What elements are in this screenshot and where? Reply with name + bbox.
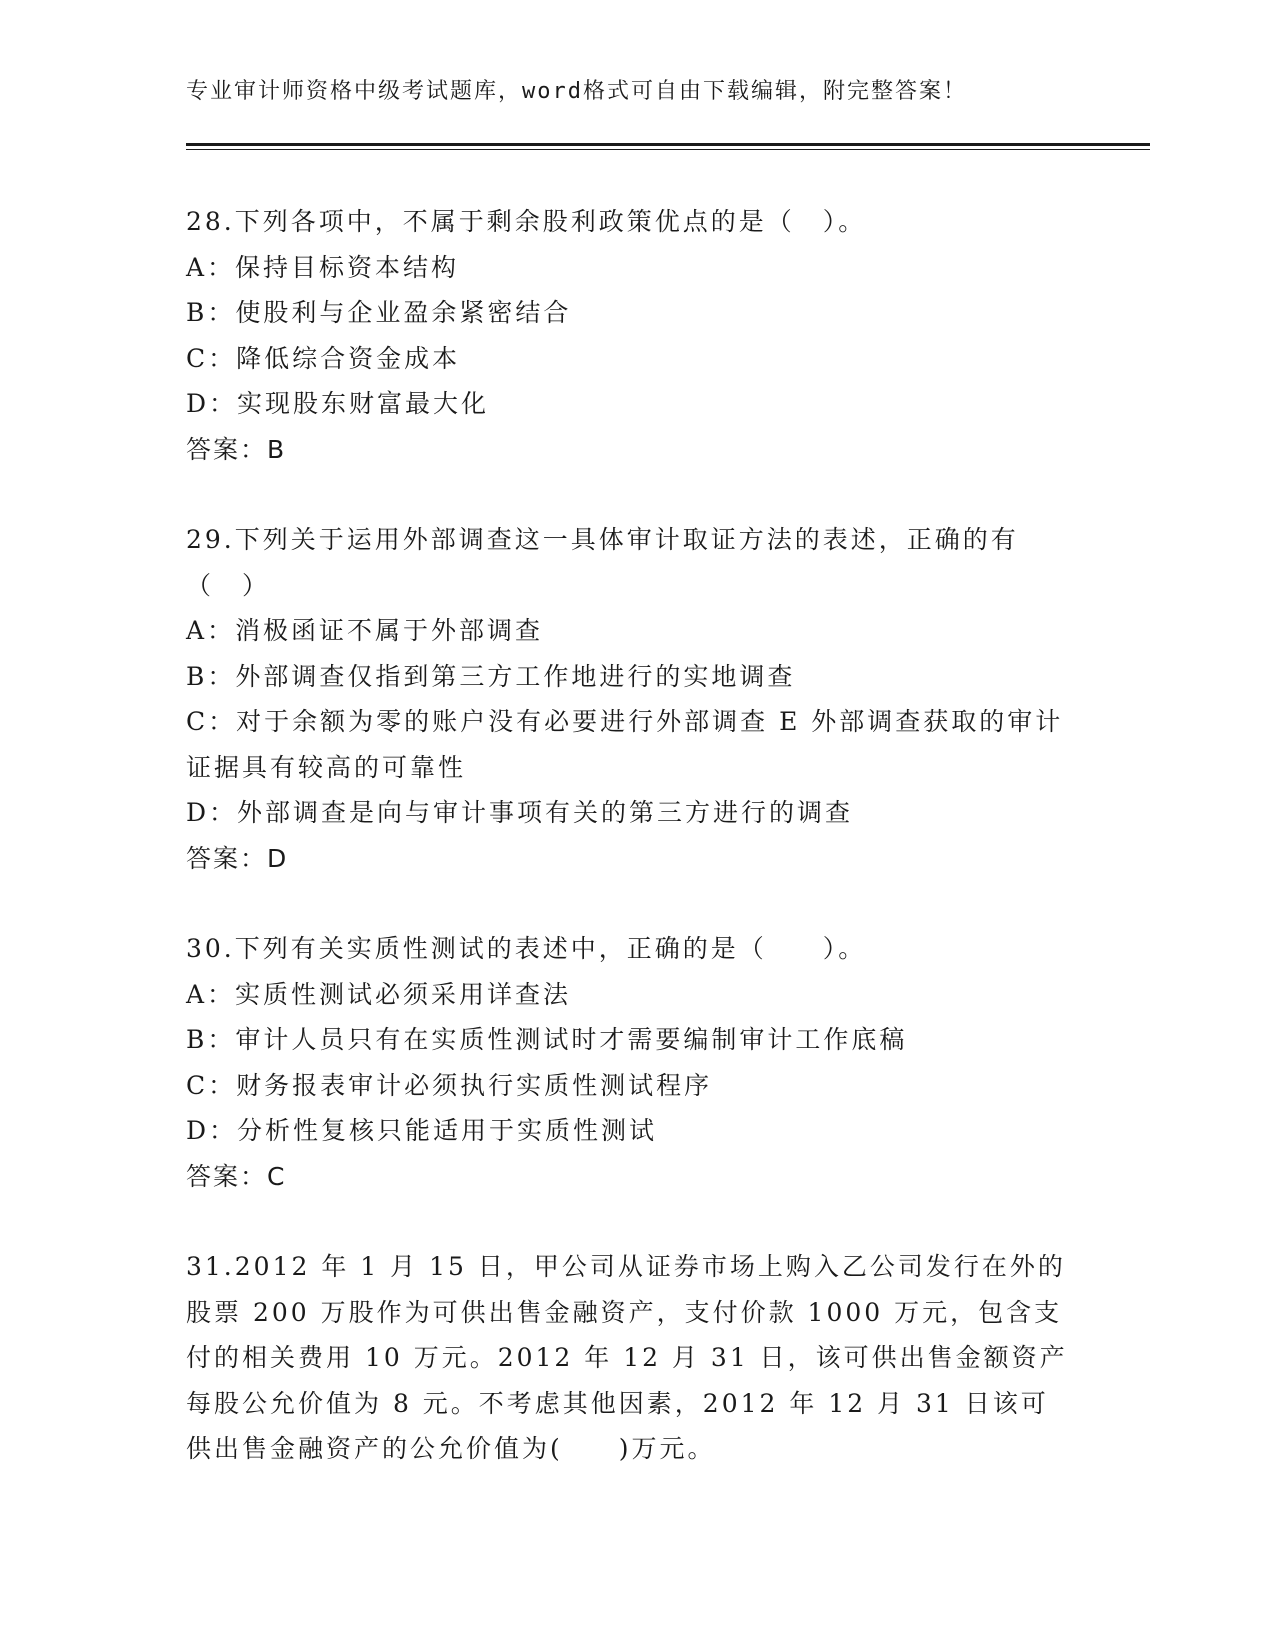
question-29 — [186, 517, 1076, 881]
option-c: C：对于余额为零的账户没有必要进行外部调查 E 外部调查获取的审计证据具有较高的可靠性 — [186, 707, 1064, 782]
option-d: D：实现股东财富最大化 — [186, 389, 490, 418]
option-a: A：保持目标资本结构 — [186, 252, 460, 282]
header-rule-thick — [186, 143, 1150, 146]
question-stem: 28.下列各项中，不属于剩余股利政策优点的是（ ）。 — [186, 207, 867, 236]
question-stem: 30.下列有关实质性测试的表述中，正确的是（ ）。 — [186, 934, 867, 963]
option-c: C：财务报表审计必须执行实质性测试程序 — [186, 1070, 713, 1100]
question-stem: 29.下列关于运用外部调查这一具体审计取证方法的表述，正确的有（ ） — [186, 525, 1019, 600]
question-31 — [186, 1244, 1076, 1472]
option-b: B：外部调查仅指到第三方工作地进行的实地调查 — [186, 661, 796, 691]
question-30 — [186, 926, 1076, 1199]
question-28 — [186, 199, 1076, 472]
option-d: D：分析性复核只能适用于实质性测试 — [186, 1116, 658, 1145]
answer-line: 答案：B — [186, 434, 287, 464]
page-header: 专业审计师资格中级考试题库，word格式可自由下载编辑，附完整答案！ — [186, 79, 967, 104]
option-a: A：实质性测试必须采用详查法 — [186, 979, 572, 1009]
option-b: B：审计人员只有在实质性测试时才需要编制审计工作底稿 — [186, 1025, 908, 1054]
question-stem: 31.2012 年 1 月 15 日，甲公司从证券市场上购入乙公司发行在外的股票 200 万股作为可供出售金融资产，支付价款 1000 万元，包含支付的相关费用 10 万元。2012 年 12 月 31 日，该可供出售金额资产每股公允价值为 8 元。不考虑其他因素，2012 年 12 月 31 日该可供出售金融资产的公允价值为( )万元。 — [186, 1252, 1068, 1463]
question-list — [186, 199, 1076, 1517]
option-a: A：消极函证不属于外部调查 — [186, 616, 544, 645]
answer-line: 答案：D — [186, 843, 289, 873]
option-b: B：使股利与企业盈余紧密结合 — [186, 298, 572, 327]
option-d: D：外部调查是向与审计事项有关的第三方进行的调查 — [186, 798, 854, 827]
answer-line: 答案：C — [186, 1161, 287, 1191]
header-rule-thin — [186, 149, 1150, 150]
option-c: C：降低综合资金成本 — [186, 343, 461, 373]
